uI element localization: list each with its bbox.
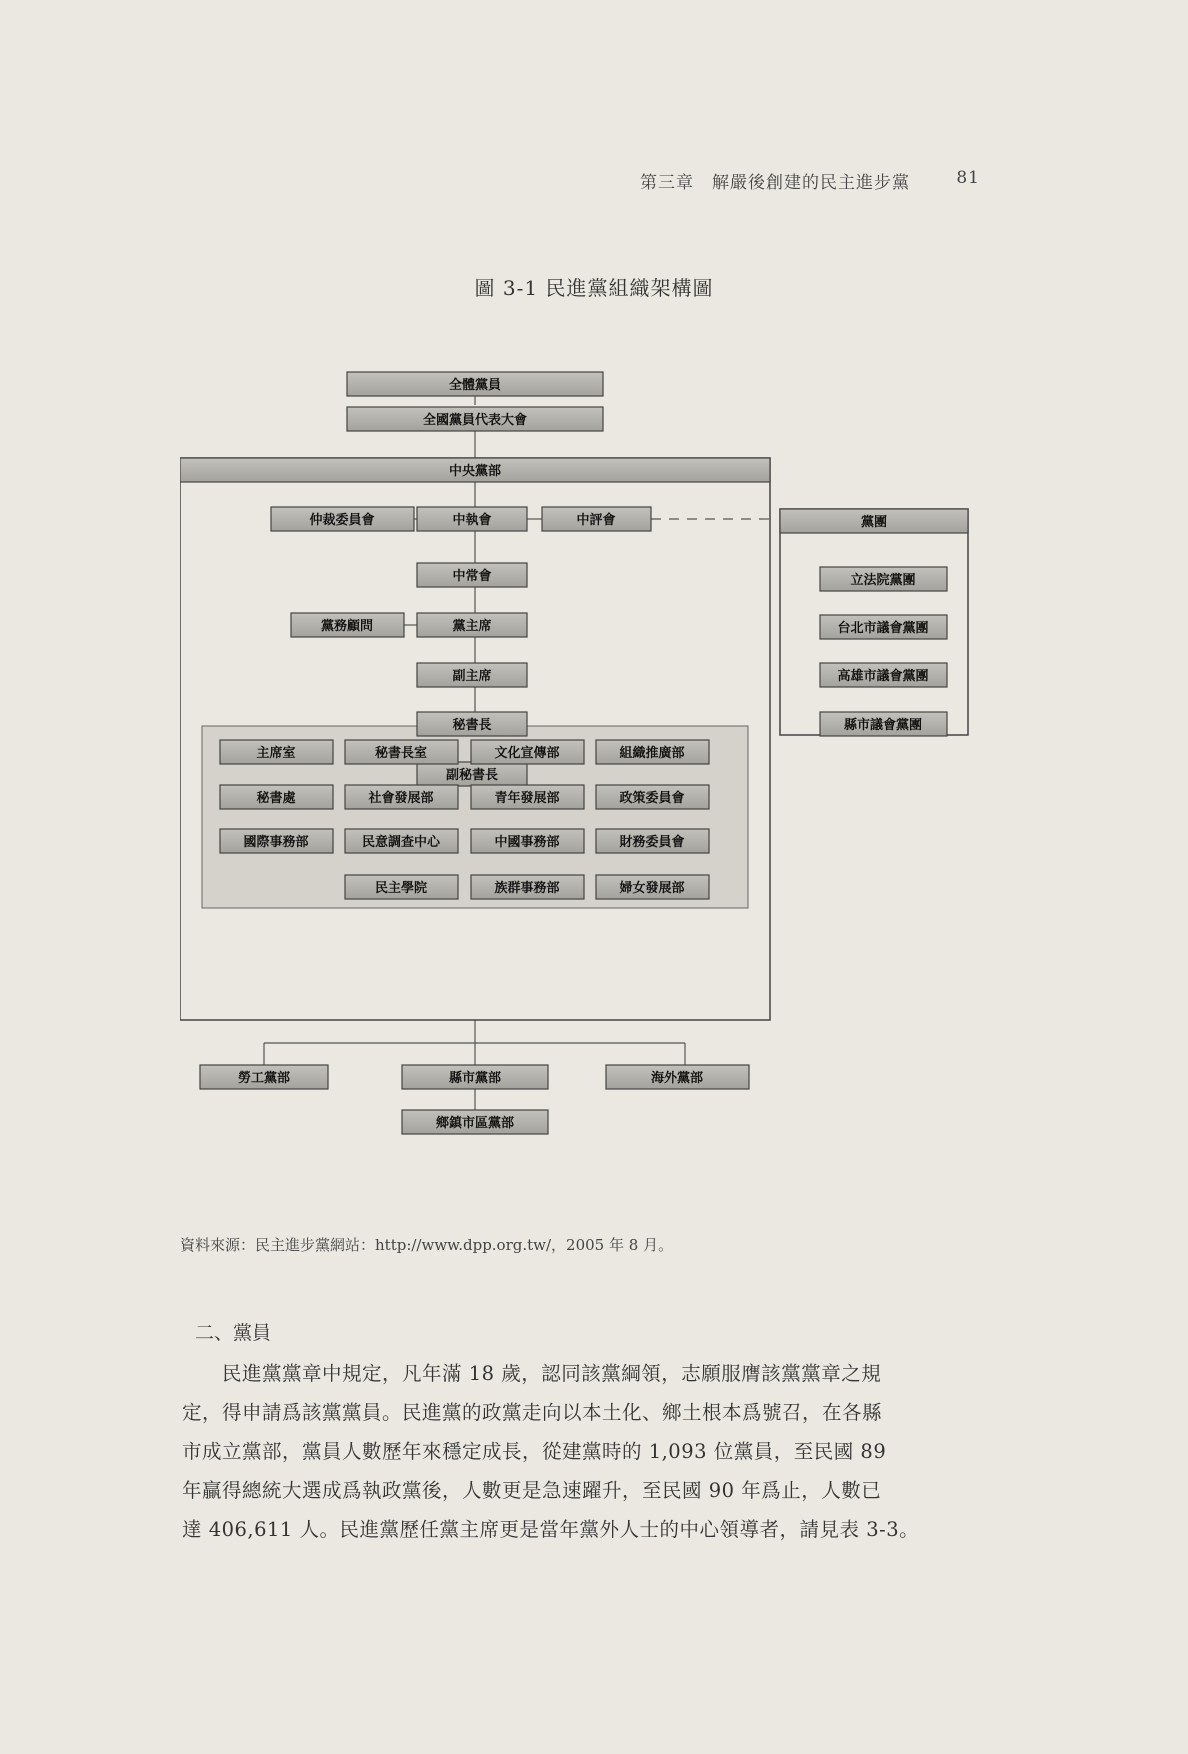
svg-text:全體黨員: 全體黨員 (448, 378, 502, 393)
central-standing-committee-box (417, 563, 527, 587)
svg-text:副主席: 副主席 (452, 669, 492, 684)
svg-text:仲裁委員會: 仲裁委員會 (309, 513, 375, 528)
paragraph-line: 年贏得總統大選成爲執政黨後，人數更是急速躍升，至民國 90 年爲止，人數已 (182, 1479, 882, 1502)
svg-text:縣市黨部: 縣市黨部 (448, 1071, 502, 1086)
svg-text:副秘書長: 副秘書長 (445, 768, 499, 783)
department-box (220, 829, 333, 853)
section-heading: 二、黨員 (195, 1322, 272, 1344)
org-chart (180, 355, 970, 1145)
svg-text:政策委員會: 政策委員會 (619, 791, 685, 806)
party-affairs-advisor-box (291, 613, 404, 637)
chapter-title: 第三章 解嚴後創建的民主進步黨 (640, 173, 910, 193)
svg-text:財務委員會: 財務委員會 (619, 835, 685, 850)
svg-text:秘書處: 秘書處 (256, 791, 296, 806)
department-box (220, 740, 333, 764)
township-branch-box (402, 1110, 548, 1134)
svg-text:鄉鎮市區黨部: 鄉鎮市區黨部 (435, 1116, 515, 1131)
svg-text:中常會: 中常會 (452, 569, 492, 584)
department-box (345, 875, 458, 899)
caucus-item-box (820, 615, 947, 639)
svg-text:勞工黨部: 勞工黨部 (237, 1071, 291, 1086)
svg-text:民意調查中心: 民意調查中心 (361, 835, 441, 850)
svg-text:婦女發展部: 婦女發展部 (619, 881, 685, 896)
paragraph-line: 達 406,611 人。民進黨歷任黨主席更是當年黨外人士的中心領導者，請見表 3-3。 (182, 1518, 920, 1541)
secretary-general-box (417, 712, 527, 736)
department-box (345, 740, 458, 764)
svg-text:黨主席: 黨主席 (452, 619, 492, 634)
svg-text:全國黨員代表大會: 全國黨員代表大會 (422, 413, 528, 428)
department-box (345, 829, 458, 853)
svg-text:中執會: 中執會 (452, 513, 492, 528)
department-box (596, 829, 709, 853)
svg-text:海外黨部: 海外黨部 (650, 1071, 704, 1086)
deputy-secretary-general-box (417, 762, 527, 786)
svg-text:組織推廣部: 組織推廣部 (619, 746, 685, 761)
county-branch-box (402, 1065, 548, 1089)
svg-text:國際事務部: 國際事務部 (243, 835, 309, 850)
body-paragraph (182, 1354, 978, 1549)
svg-text:縣市議會黨團: 縣市議會黨團 (843, 718, 923, 733)
svg-text:族群事務部: 族群事務部 (494, 881, 560, 896)
paragraph-line: 市成立黨部，黨員人數歷年來穩定成長，從建黨時的 1,093 位黨員，至民國 89 (182, 1440, 887, 1463)
department-box (596, 785, 709, 809)
department-box (471, 829, 584, 853)
vice-chairman-box (417, 663, 527, 687)
department-box (596, 875, 709, 899)
svg-text:中國事務部: 中國事務部 (494, 835, 560, 850)
arbitration-committee-box (271, 507, 414, 531)
central-header (180, 458, 770, 482)
svg-text:民主學院: 民主學院 (374, 881, 428, 896)
page-number: 81 (956, 168, 980, 188)
department-box (471, 740, 584, 764)
caucus-item-box (820, 663, 947, 687)
department-box (471, 875, 584, 899)
department-box (471, 785, 584, 809)
central-executive-committee-box (417, 507, 527, 531)
caucus-header (780, 509, 968, 533)
figure-title: 圖 3-1 民進黨組織架構圖 (474, 276, 714, 300)
national-congress-box (347, 407, 603, 431)
caucus-item-box (820, 712, 947, 736)
central-review-committee-box (542, 507, 651, 531)
svg-text:立法院黨團: 立法院黨團 (850, 573, 916, 588)
svg-text:社會發展部: 社會發展部 (368, 791, 434, 806)
department-box (596, 740, 709, 764)
svg-text:秘書長: 秘書長 (452, 718, 492, 733)
svg-text:青年發展部: 青年發展部 (494, 791, 560, 806)
svg-text:黨務顧問: 黨務顧問 (320, 619, 374, 634)
svg-text:文化宣傳部: 文化宣傳部 (494, 746, 560, 761)
svg-text:中評會: 中評會 (576, 513, 616, 528)
svg-text:中央黨部: 中央黨部 (448, 464, 502, 479)
figure-source: 資料來源：民主進步黨網站：http://www.dpp.org.tw/，2005 年 8 月。 (180, 1236, 674, 1254)
department-box (345, 785, 458, 809)
caucus-item-box (820, 567, 947, 591)
running-header (640, 168, 980, 193)
svg-text:黨團: 黨團 (860, 515, 888, 530)
party-chairman-box (417, 613, 527, 637)
svg-text:秘書長室: 秘書長室 (374, 746, 428, 761)
department-box (220, 785, 333, 809)
svg-text:高雄市議會黨團: 高雄市議會黨團 (837, 669, 929, 684)
paragraph-line: 民進黨黨章中規定，凡年滿 18 歲，認同該黨綱領，志願服膺該黨黨章之規 (222, 1362, 882, 1385)
svg-text:台北市議會黨團: 台北市議會黨團 (837, 621, 929, 636)
svg-text:主席室: 主席室 (256, 746, 296, 761)
all-members-box (347, 372, 603, 396)
overseas-branch-box (606, 1065, 749, 1089)
labor-branch-box (200, 1065, 328, 1089)
paragraph-line: 定，得申請爲該黨黨員。民進黨的政黨走向以本土化、鄉土根本爲號召，在各縣 (182, 1401, 883, 1424)
